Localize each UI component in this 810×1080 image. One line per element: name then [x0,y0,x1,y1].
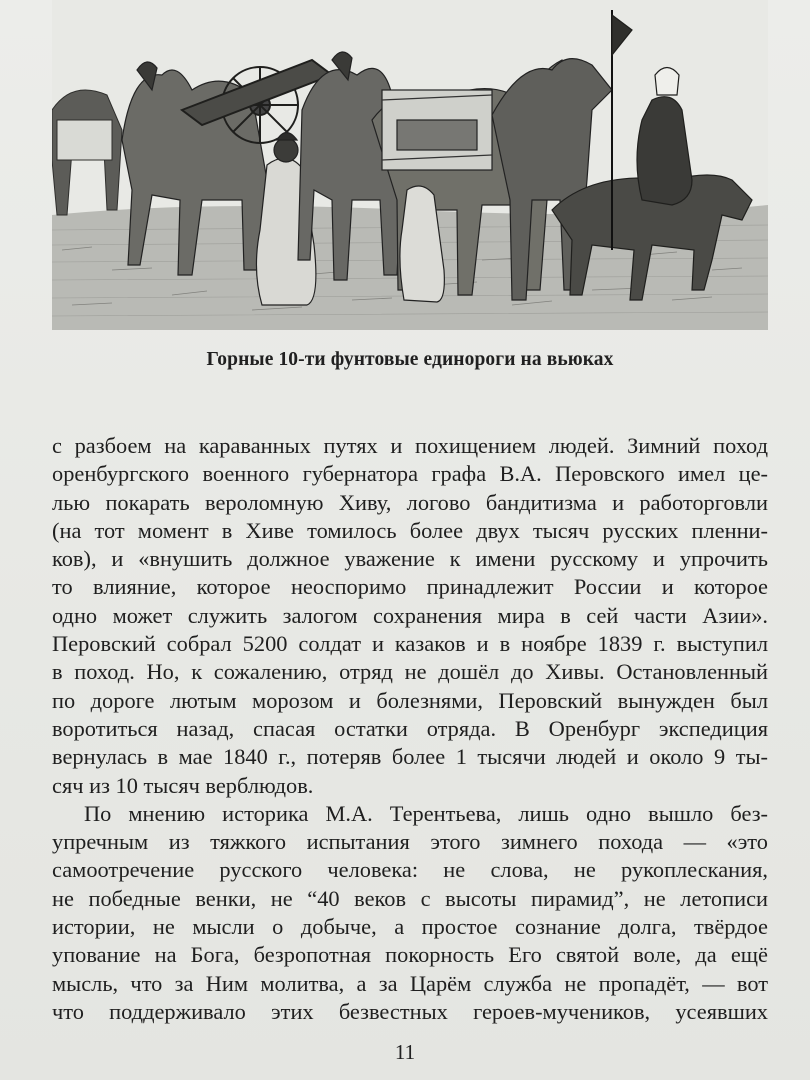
text-line: вернулась в мае 1840 г., потеряв более 1 тысячи людей и около 9 ты- [52,744,768,770]
page-number: 11 [394,1040,416,1064]
text-line: Перовский собрал 5200 солдат и казаков и в ноябре 1839 г. выступил [52,631,768,657]
text-line: истории, не мысли о добыче, а простое сознание долга, твёрдое [52,914,768,940]
text-line: одно может служить залогом сохранения мира в сей части Азии». [52,602,768,628]
text-line: не победные венки, не “40 веков с высоты пирамид”, не летописи [52,885,768,911]
text-line: оренбургского военного губернатора графа В.А. Перовского имел це- [52,461,768,487]
text-line: (на тот момент в Хиве томилось более двух тысяч русских пленни- [52,517,768,543]
text-line: сяч из 10 тысяч верблюдов. [52,772,314,798]
text-line: мысль, что за Ним молитва, а за Царём служба не пропадёт, — вот [52,970,768,996]
text-line: ков), и «внушить должное уважение к имени русскому и упрочить [52,546,768,572]
text-line: то влияние, которое неоспоримо принадлежит России и которое [52,574,768,600]
paragraph-1 [52,432,768,800]
text-line: в поход. Но, к сожалению, отряд не дошёл до Хивы. Остановленный [52,659,768,685]
engraving-illustration [52,0,768,330]
text-line: воротиться назад, спасая остатки отряда. В Оренбург экспедиция [52,715,768,741]
text-line: лью покарать вероломную Хиву, логово бандитизма и работорговли [52,489,768,515]
text-line: с разбоем на караванных путях и похищением людей. Зимний поход [52,433,768,458]
text-line: самоотречение русского человека: не слова, не рукоплескания, [52,857,768,883]
text-line: упречным из тяжкого испытания этого зимнего похода — «это [52,829,768,855]
paragraph-2 [52,800,768,1026]
text-line: по дороге лютым морозом и болезнями, Перовский вынужден был [52,687,768,713]
body-text [52,432,768,1026]
text-line: упование на Бога, безропотная покорность Его святой воле, да ещё [52,942,768,968]
text-line: По мнению историка М.А. Терентьева, лишь одно вышло без- [84,800,768,826]
illustration-caption: Горные 10-ти фунтовые единороги на вьюках [206,349,614,370]
text-line: что поддерживало этих безвестных героев-мучеников, усеявших [52,998,768,1024]
